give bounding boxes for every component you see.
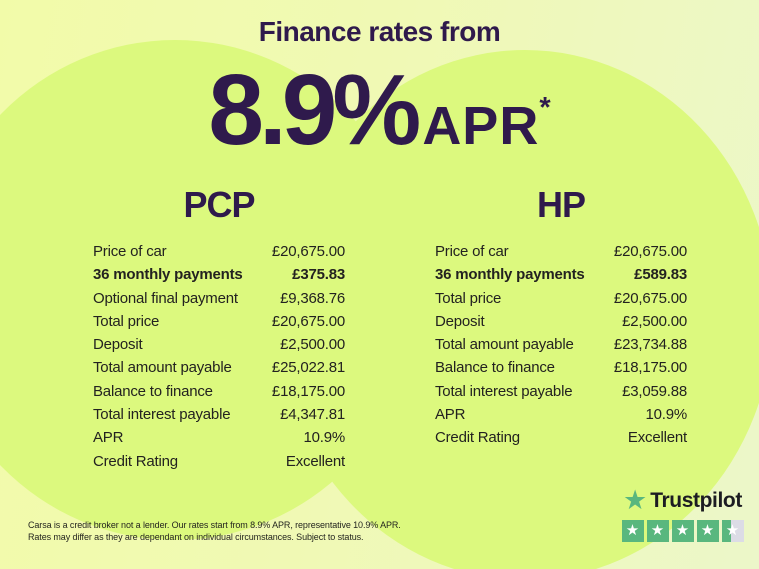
table-row — [93, 450, 345, 473]
trustpilot-brand: Trustpilot — [650, 488, 742, 512]
row-value: Excellent — [285, 452, 345, 470]
row-value: £4,347.81 — [280, 406, 345, 424]
table-row — [435, 287, 687, 310]
row-value: £2,500.00 — [622, 312, 687, 330]
rate-suffix-label: APR — [422, 96, 540, 156]
row-value: £9,368.76 — [280, 289, 345, 307]
row-value: £3,059.88 — [622, 382, 687, 400]
row-value: £375.83 — [292, 266, 345, 284]
table-row — [93, 240, 345, 263]
row-value: £18,175.00 — [271, 382, 345, 400]
row-label: Deposit — [435, 312, 485, 330]
pcp-panel — [93, 186, 345, 473]
row-value: 10.9% — [645, 406, 687, 424]
row-value: Excellent — [627, 429, 687, 447]
row-value: £20,675.00 — [271, 243, 345, 260]
row-label: Balance to finance — [435, 359, 555, 377]
row-label: Total amount payable — [435, 336, 574, 354]
pcp-title: PCP — [183, 184, 255, 225]
trustpilot-logo — [623, 487, 742, 514]
row-value: £2,500.00 — [280, 336, 345, 354]
row-value: 10.9% — [303, 429, 345, 447]
table-row — [435, 310, 687, 333]
row-label: Total interest payable — [93, 406, 231, 424]
row-label: Credit Rating — [93, 452, 178, 470]
star-box-full: ★ — [672, 520, 694, 542]
table-row — [93, 403, 345, 426]
disclaimer-line-1: Carsa is a credit broker not a lender. Our rates start from 8.9% APR, representative 10.9% APR. — [28, 520, 401, 530]
row-label: Credit Rating — [435, 429, 520, 447]
table-row — [93, 287, 345, 310]
row-label: Optional final payment — [93, 289, 238, 307]
table-row — [93, 310, 345, 333]
row-label: 36 monthly payments — [93, 266, 243, 284]
rate-footnote-marker: * — [539, 92, 551, 124]
trustpilot-widget — [619, 487, 746, 542]
rate-suffix — [422, 92, 551, 156]
hp-panel — [435, 186, 687, 450]
trustpilot-star-icon: ★ — [623, 485, 648, 515]
row-value: £20,675.00 — [613, 243, 687, 260]
row-label: Price of car — [93, 243, 167, 260]
row-label: Total price — [435, 289, 502, 307]
table-row — [435, 426, 687, 449]
table-row — [435, 403, 687, 426]
row-label: Total price — [93, 312, 160, 330]
row-label: Total amount payable — [93, 359, 232, 377]
table-row — [93, 356, 345, 379]
star-box-full: ★ — [622, 520, 644, 542]
row-label: Deposit — [93, 336, 143, 354]
table-row — [435, 380, 687, 403]
table-row — [93, 426, 345, 449]
row-value: £23,734.88 — [613, 336, 687, 354]
rate-value: 8.9% — [208, 54, 417, 166]
table-row — [435, 240, 687, 263]
hp-title: HP — [536, 184, 585, 225]
row-value: £20,675.00 — [613, 289, 687, 307]
row-value: £589.83 — [634, 266, 687, 284]
row-value: £20,675.00 — [271, 312, 345, 330]
row-label: 36 monthly payments — [435, 266, 585, 284]
hp-table — [435, 240, 687, 450]
row-label: Price of car — [435, 243, 509, 260]
table-row — [435, 356, 687, 379]
table-row — [435, 263, 687, 286]
star-box-full: ★ — [647, 520, 669, 542]
disclaimer-text — [28, 519, 401, 543]
pcp-table — [93, 240, 345, 473]
star-box-partial: ★ — [722, 520, 744, 542]
row-label: Total interest payable — [435, 382, 573, 400]
disclaimer-line-2: Rates may differ as they are dependant on individual circumstances. Subject to status. — [28, 532, 364, 542]
row-label: APR — [93, 429, 124, 447]
headline-rate — [0, 54, 759, 166]
trustpilot-rating-stars — [622, 520, 744, 542]
row-label: Balance to finance — [93, 382, 213, 400]
page-title: Finance rates from — [258, 16, 501, 47]
row-value: £18,175.00 — [613, 359, 687, 377]
star-box-full: ★ — [697, 520, 719, 542]
table-row — [435, 333, 687, 356]
table-row — [93, 333, 345, 356]
table-row — [93, 380, 345, 403]
table-row — [93, 263, 345, 286]
row-value: £25,022.81 — [271, 359, 345, 377]
row-label: APR — [435, 406, 466, 424]
